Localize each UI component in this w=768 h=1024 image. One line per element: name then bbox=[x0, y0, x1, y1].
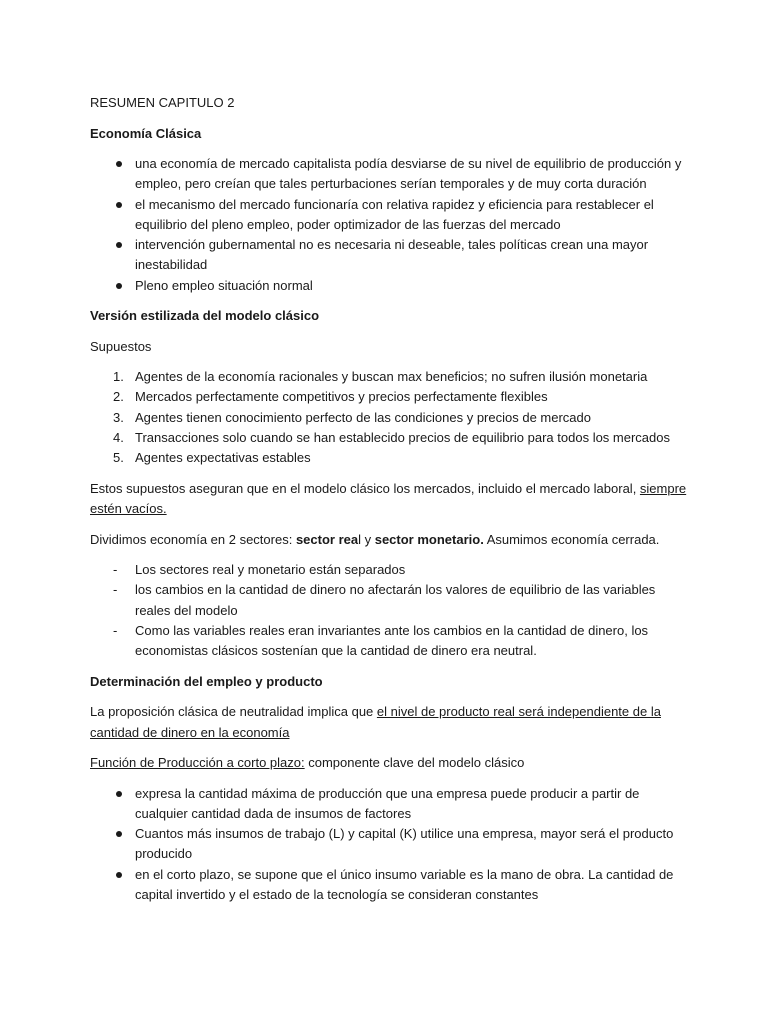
subheading-supuestos: Supuestos bbox=[90, 338, 152, 354]
bullet-icon bbox=[116, 283, 122, 289]
document-body bbox=[90, 93, 690, 915]
list-item: - Como las variables reales eran invariantes ante los cambios en la cantidad de dinero, los economistas clásicos sostenían que la cantidad de dinero era neutral. bbox=[113, 622, 649, 659]
dash-list-sectores bbox=[90, 560, 690, 661]
list-item: 3. Agentes tienen conocimiento perfecto de las condiciones y precios de mercado bbox=[113, 409, 591, 425]
paragraph-supuestos-aseguran: Estos supuestos aseguran que en el modelo clásico los mercados, incluido el mercado laboral, siempre estén vacíos. bbox=[90, 480, 687, 517]
underlined-text: siempre estén vacíos. bbox=[90, 480, 687, 517]
numbered-list-supuestos bbox=[90, 367, 690, 468]
list-item: una economía de mercado capitalista podía desviarse de su nivel de equilibrio de producción y empleo, pero creían que tales perturbaciones serían temporales y de muy corta duración bbox=[90, 154, 690, 195]
bullet-icon bbox=[116, 831, 122, 837]
underlined-text: el nivel de producto real será independiente de la cantidad de dinero en la economía bbox=[90, 704, 661, 740]
list-item: - Los sectores real y monetario están separados bbox=[113, 562, 406, 578]
list-item: Cuantos más insumos de trabajo (L) y capital (K) utilice una empresa, mayor será el producto producido bbox=[90, 824, 690, 865]
list-item: 1. Agentes de la economía racionales y buscan max beneficios; no sufren ilusión monetaria bbox=[113, 369, 648, 385]
list-item: 5. Agentes expectativas estables bbox=[113, 450, 311, 466]
bullet-icon bbox=[116, 242, 122, 248]
bullet-icon bbox=[116, 161, 122, 167]
list-item: intervención gubernamental no es necesaria ni deseable, tales políticas crean una mayor inestabilidad bbox=[90, 235, 690, 276]
heading-determinacion-empleo: Determinación del empleo y producto bbox=[90, 673, 323, 689]
bullet-icon bbox=[116, 872, 122, 878]
list-item: expresa la cantidad máxima de producción que una empresa puede producir a partir de cualquier cantidad dada de insumos de factores bbox=[90, 784, 690, 825]
heading-economia-clasica: Economía Clásica bbox=[90, 125, 202, 141]
bullet-icon bbox=[116, 791, 122, 797]
list-item: Pleno empleo situación normal bbox=[90, 276, 690, 296]
list-item: 2. Mercados perfectamente competitivos y precios perfectamente flexibles bbox=[113, 389, 548, 405]
list-item: - los cambios en la cantidad de dinero no afectarán los valores de equilibrio de las variables reales del modelo bbox=[113, 582, 656, 618]
document-title: RESUMEN CAPITULO 2 bbox=[90, 95, 235, 110]
bullet-icon bbox=[116, 202, 122, 208]
heading-version-estilizada: Versión estilizada del modelo clásico bbox=[90, 308, 320, 324]
paragraph-funcion-produccion: Función de Producción a corto plazo: componente clave del modelo clásico bbox=[90, 755, 525, 771]
bullet-list-funcion-produccion bbox=[90, 784, 690, 906]
list-item: el mecanismo del mercado funcionaría con relativa rapidez y eficiencia para restablecer el equilibrio del pleno empleo, poder optimizador de las fuerzas del mercado bbox=[90, 195, 690, 236]
paragraph-sectores: Dividimos economía en 2 sectores: sector real y sector monetario. Asumimos economía cerrada. bbox=[90, 531, 660, 547]
underlined-text: Función de Producción a corto plazo: bbox=[90, 755, 305, 771]
list-item: 4. Transacciones solo cuando se han establecido precios de equilibrio para todos los mercados bbox=[113, 429, 670, 445]
bullet-list-economia-clasica bbox=[90, 154, 690, 296]
list-item: en el corto plazo, se supone que el único insumo variable es la mano de obra. La cantidad de capital invertido y el estado de la tecnología se consideran constantes bbox=[90, 865, 690, 906]
paragraph-neutralidad: La proposición clásica de neutralidad implica que el nivel de producto real será independiente de la cantidad de dinero en la economía bbox=[90, 704, 661, 740]
